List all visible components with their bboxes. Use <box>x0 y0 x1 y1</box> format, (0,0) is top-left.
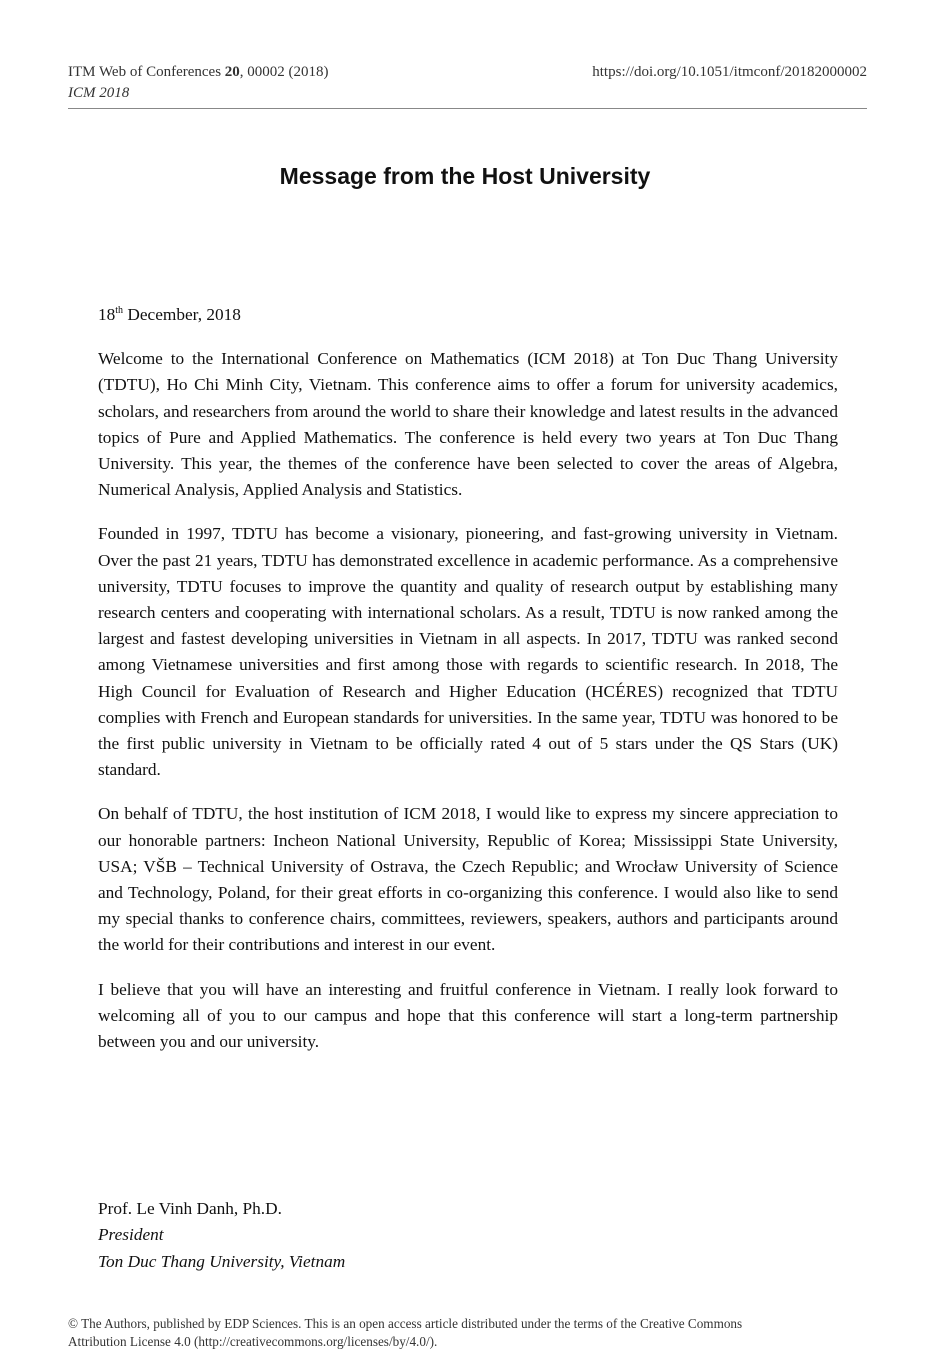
page-title: Message from the Host University <box>279 163 651 189</box>
journal-volume: 20 <box>224 64 240 80</box>
signatory-role: President <box>98 1225 164 1245</box>
license-line-2: Attribution License 4.0 (http://creativecommons.org/licenses/by/4.0/). <box>68 1334 438 1349</box>
signature-block <box>98 1196 345 1275</box>
signatory-organization: Ton Duc Thang University, Vietnam <box>98 1251 346 1271</box>
message-date <box>98 302 838 328</box>
paragraph-welcome: Welcome to the International Conference on Mathematics (ICM 2018) at Ton Duc Thang University (TDTU), Ho Chi Minh City, Vietnam. This conference aims to offer a forum for university academics, scholars, and researchers from around the world to share their knowledge and latest results in the advanced topics of Pure and Applied Mathematics. The conference is held every two years at Ton Duc Thang University. This year, the themes of the conference have been selected to cover the areas of Algebra, Numerical Analysis, Applied Analysis and Statistics. <box>98 349 838 500</box>
article-number-year: , 00002 (2018) <box>239 64 329 80</box>
page-header <box>68 62 867 104</box>
signatory-name: Prof. Le Vinh Danh, Ph.D. <box>98 1199 282 1218</box>
conference-name: ICM 2018 <box>68 85 130 101</box>
doi-link[interactable]: https://doi.org/10.1051/itmconf/20182000002 <box>592 64 867 80</box>
license-line-1: © The Authors, published by EDP Sciences. This is an open access article distributed under the terms of the Creative Commons <box>68 1316 743 1331</box>
journal-citation <box>68 62 329 83</box>
date-month-year: December, 2018 <box>123 305 241 324</box>
license-footer <box>68 1315 867 1351</box>
date-day: 18 <box>98 305 116 324</box>
paragraph-appreciation: On behalf of TDTU, the host institution of ICM 2018, I would like to express my sincere appreciation to our honorable partners: Incheon National University, Republic of Korea; Mississippi State University, USA; VŠB – Technical University of Ostrava, the Czech Republic; and Wrocław University of Science and Technology, Poland, for their great efforts in co-organizing this conference. I would also like to send my special thanks to conference chairs, committees, reviewers, speakers, authors and participants around the world for their contributions and interest in our event. <box>98 804 838 955</box>
header-row <box>68 62 867 83</box>
paragraph-history: Founded in 1997, TDTU has become a visionary, pioneering, and fast-growing university in Vietnam. Over the past 21 years, TDTU has demonstrated excellence in academic performance. As a comprehensive university, TDTU focuses to improve the quantity and quality of research output by establishing many research centers and cooperating with international scholars. As a result, TDTU is now ranked among the largest and fastest developing universities in Vietnam in all aspects. In 2017, TDTU was ranked second among Vietnamese universities and first among those with regards to scientific research. In 2018, The High Council for Evaluation of Research and Higher Education (HCÉRES) recognized that TDTU complies with French and European standards for universities. In the same year, TDTU was honored to be the first public university in Vietnam to be officially rated 4 out of 5 stars under the QS Stars (UK) standard. <box>98 524 838 780</box>
date-ordinal-suffix: th <box>115 305 124 317</box>
journal-name: ITM Web of Conferences <box>68 64 225 80</box>
paragraph-closing: I believe that you will have an interesting and fruitful conference in Vietnam. I really look forward to welcoming all of you to our campus and hope that this conference will start a long-term partnership between you and our university. <box>98 979 838 1052</box>
message-body <box>98 302 838 1073</box>
header-divider <box>68 108 867 109</box>
